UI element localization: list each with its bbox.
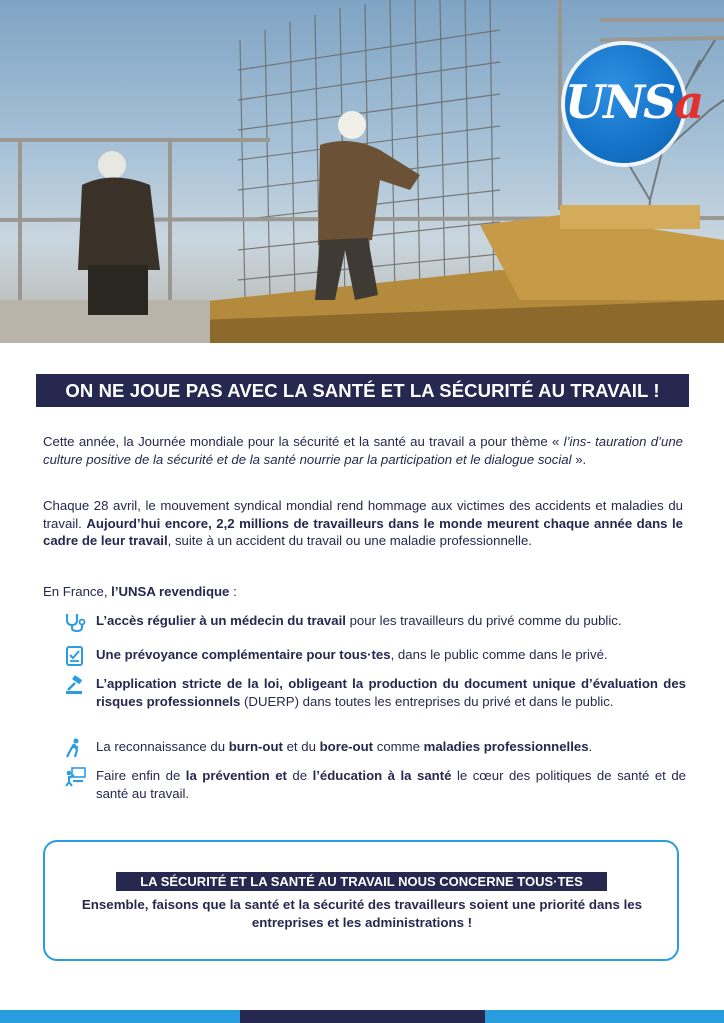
intro-paragraph-3: En France, l’UNSA revendique : [43,584,237,599]
exhausted-person-icon [64,738,86,758]
worker-left-figure [78,151,160,315]
stethoscope-icon [64,612,86,632]
intro-paragraph-1: Cette année, la Journée mondiale pour la sécurité et la santé au travail a pour thème « l’ins- tauration d’une culture positive de la sécurité et de la santé nourrie par la participation et le dialogue social ». [43,434,683,467]
footer-stripe-left [0,1010,240,1023]
checklist-icon [64,646,86,666]
footer-stripe-right [485,1010,724,1023]
gavel-icon [64,675,86,695]
callout-text: Ensemble, faisons que la santé et la sécurité des travailleurs soient une priorité dans les entreprises et les administrations ! [81,897,643,930]
logo-text: UNSa [565,75,703,129]
footer-stripe-center [240,1010,485,1023]
unsa-logo [565,45,703,163]
teacher-icon [64,767,86,787]
page-title: ON NE JOUE PAS AVEC LA SANTÉ ET LA SÉCURITÉ AU TRAVAIL ! [36,374,689,407]
callout-title: LA SÉCURITÉ ET LA SANTÉ AU TRAVAIL NOUS CONCERNE TOUS·TES [116,872,607,891]
hero-photo [0,0,724,343]
intro-paragraph-2: Chaque 28 avril, le mouvement syndical mondial rend hommage aux victimes des accidents et maladies du travail. Aujourd’hui encore, 2,2 millions de travailleurs dans le monde meurent chaque année dans le cadre de leur travail, suite à un accident du travail ou une maladie professionnelle. [43,498,683,548]
